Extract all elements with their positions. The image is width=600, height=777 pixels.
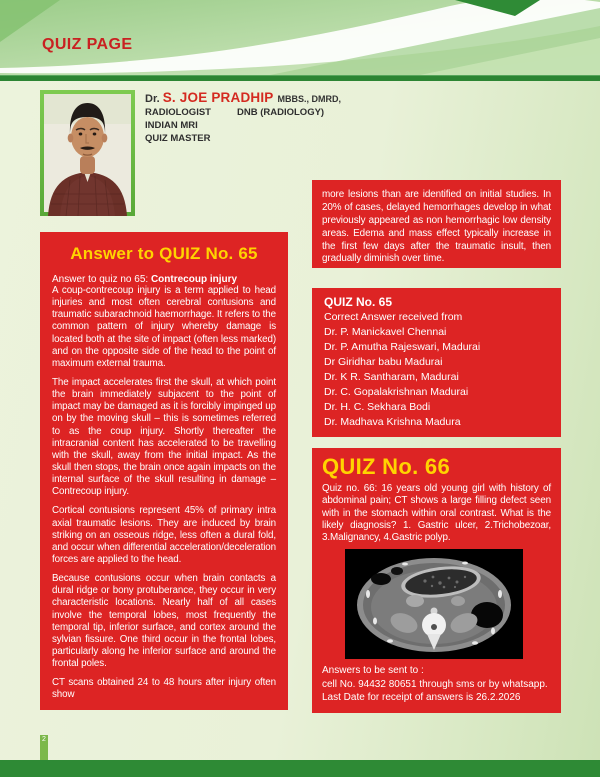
doctor-credentials — [145, 90, 342, 144]
answer-section-title: Answer to QUIZ No. 65 — [70, 244, 258, 263]
answer-value: Contrecoup injury — [150, 274, 238, 285]
winner-name-5: Dr. C. Gopalakrishnan Madurai — [324, 386, 469, 398]
quiz-65-title: QUIZ No. 65 — [324, 295, 393, 309]
answer-paragraph-2: The impact accelerates first the skull, at which point the brain immediately subjacent to the point of impact may be damaged as it is forcibly impinged up on by the moving skull – this is sometimes referred to as the coup injury. Shortly thereafter the intracranial content has accelerated to be travelling with the skull, away from the initial impact. As the skull then stops, the brain once again impacts on the internal surface of the skull resulting in damage – Contrecoup injury. — [52, 376, 276, 498]
abdominal-ct-graphic — [345, 549, 523, 659]
quiz-65-winners-box — [312, 288, 561, 437]
last-date-line: Last Date for receipt of answers is 26.2.2026 — [322, 692, 521, 704]
submission-info — [322, 664, 551, 705]
winner-name-6: Dr. H. C. Sekhara Bodi — [324, 401, 431, 413]
winner-name-1: Dr. P. Manickavel Chennai — [324, 326, 447, 338]
doctor-role-line — [145, 107, 325, 118]
doctor-name: S. JOE PRADHIP — [162, 90, 274, 105]
doctor-name-line — [145, 90, 342, 105]
winner-name-3: Dr Giridhar babu Madurai — [324, 356, 443, 368]
doctor-role: RADIOLOGIST — [145, 107, 211, 118]
continuation-text-box — [312, 180, 561, 268]
answer-paragraph-3: Cortical contusions represent 45% of primary intra axial traumatic lesions. They are induced by brain striking on an osseous ridge, less often a dural fold, and occur when differential acceleration/deceleration forces are applied to the head. — [52, 505, 276, 565]
page-number-tab — [40, 735, 48, 760]
footer-band — [0, 760, 600, 777]
answer-paragraph-5: CT scans obtained 24 to 48 hours after injury often show — [52, 677, 276, 701]
page-title: QUIZ PAGE — [42, 36, 133, 53]
doctor-degree-1: MBBS., DMRD, — [277, 94, 342, 104]
quiz-65-subtitle: Correct Answer received from — [324, 311, 463, 323]
page-number: 2 — [42, 736, 46, 743]
quiz-66-title: QUIZ No. 66 — [322, 454, 450, 479]
send-to-label: Answers to be sent to : — [322, 665, 424, 677]
winner-name-2: Dr. P. Amutha Rajeswari, Madurai — [324, 341, 481, 353]
quiz-66-box — [312, 448, 561, 713]
doctor-quiz-master-label: QUIZ MASTER — [145, 133, 211, 144]
answer-paragraph-1: A coup-contrecoup injury is a term applied to head injuries and most often cerebral contusions and traumatic subarachnoid haemorrhage. It refers to the common pattern of injury whereby damage is located both at the site of impact (often less marked) and on the opposite side of the head to the point of maximum external trauma. — [52, 285, 276, 369]
quiz-66-question: Quiz no. 66: 16 years old young girl with history of abdominal pain; CT shows a large filling defect seen with in the stomach within oral contrast. What is the likely diagnosis? 1. Gastric ulcer, 2.Trichobezoar, 3.Malignancy, 4.Gastric polyp. — [322, 483, 551, 544]
cell-number-line: cell No. 94432 80651 through sms or by whatsapp. — [322, 678, 548, 690]
continuation-paragraph: more lesions than are identified on initial studies. In 20% of cases, delayed hemorrhages develop in what previously appeared as non hemorrhagic low density areas. Edema and mass effect typically increase in the first few days after the traumatic insult, then gradually diminish over time. — [322, 189, 551, 265]
doctor-org: INDIAN MRI — [145, 120, 198, 131]
ct-scan-image — [345, 549, 523, 659]
winner-name-7: Dr. Madhava Krishna Madura — [324, 416, 461, 428]
winner-name-4: Dr. K R. Santharam, Madurai — [324, 371, 459, 383]
doctor-degree-2: DNB (RADIOLOGY) — [237, 107, 325, 118]
answer-quiz-65-section — [40, 232, 288, 710]
page-header — [0, 0, 600, 75]
doctor-portrait-image — [40, 90, 135, 216]
answer-paragraph-4: Because contusions occur when brain contacts a dural ridge or bony protuberance, they occur in very characteristic locations. Nearly half of all cases involve the temporal lobes, most frequently the temporal tip, inferior surface, and cortex around the sylvian fissure. One third occur in the frontal lobes, particularly along he inferior surface and around the frontal poles. — [52, 573, 276, 670]
doctor-prefix: Dr. — [145, 93, 160, 105]
answer-summary-line — [52, 274, 276, 285]
answer-label: Answer to quiz no 65: — [52, 274, 149, 285]
header-divider — [0, 75, 600, 81]
doctor-photo — [40, 90, 135, 216]
